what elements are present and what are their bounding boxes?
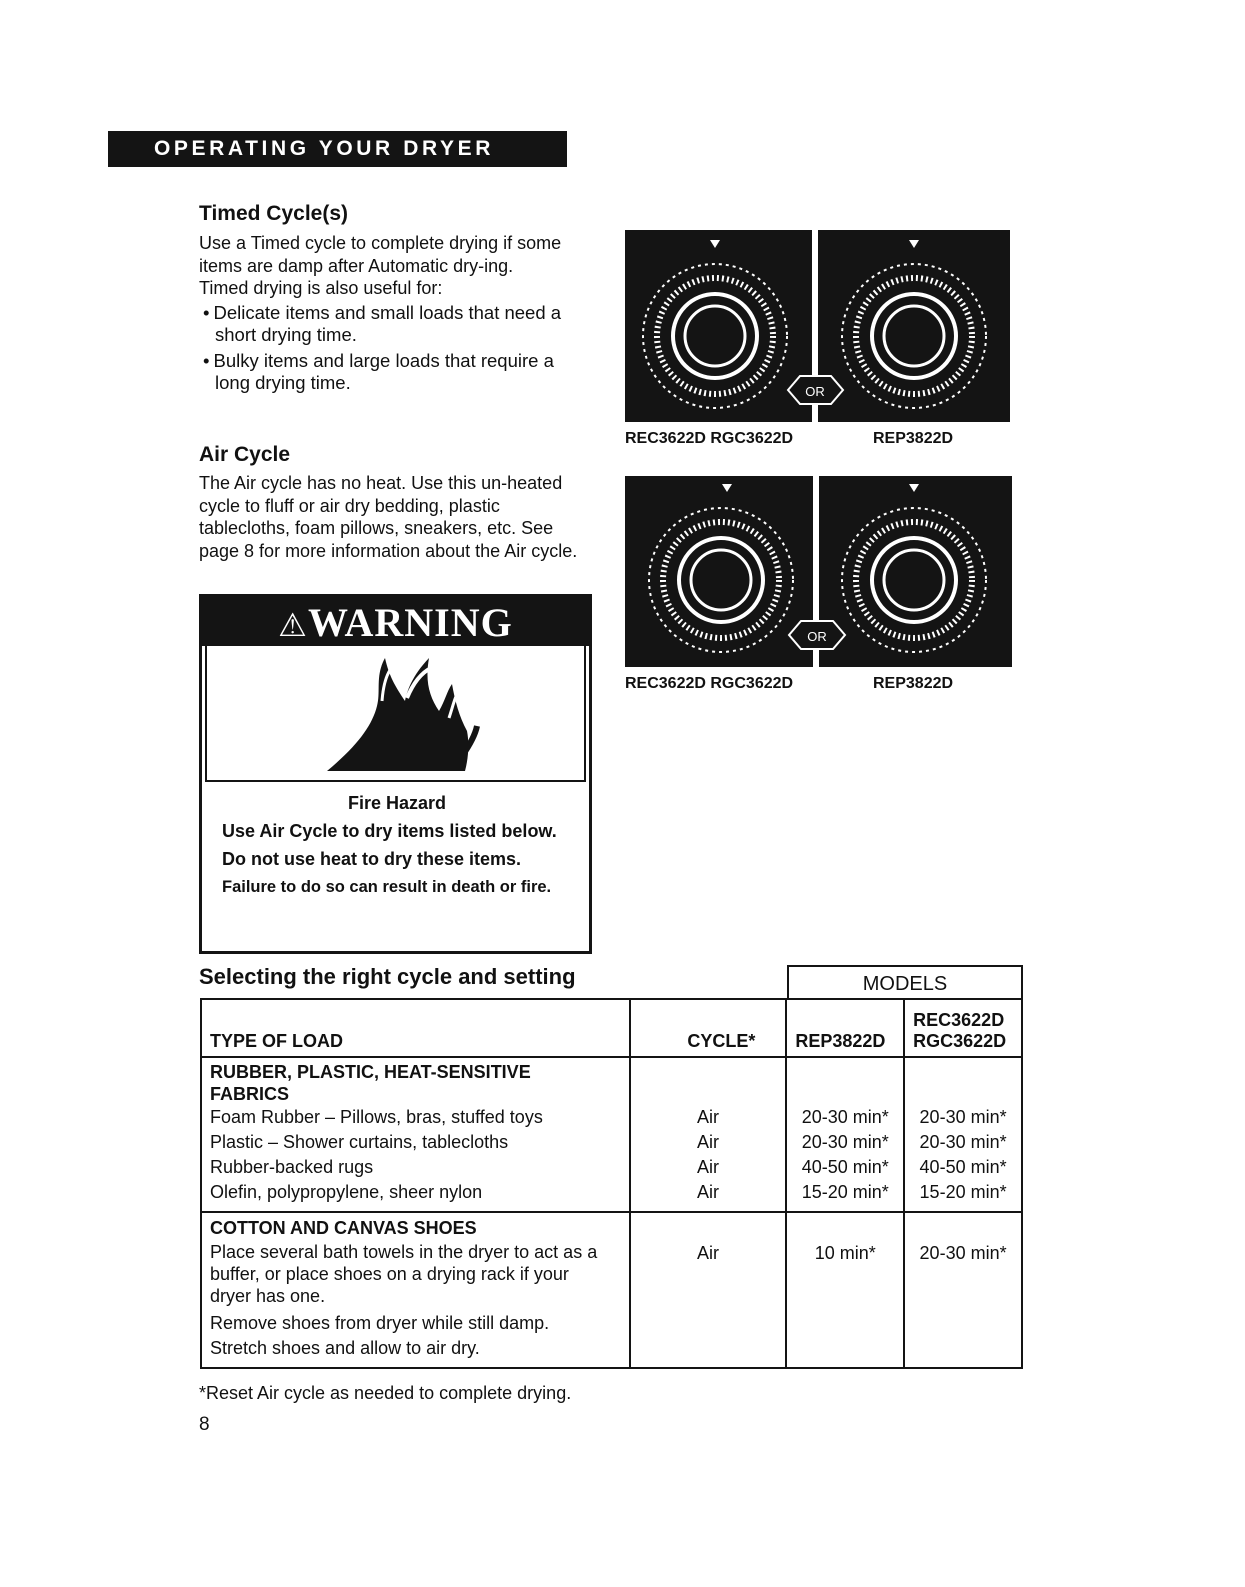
timed-cycle-intro: Use a Timed cycle to complete drying if some items are damp after Automatic dry-ing. Timed drying is also useful for: xyxy=(199,233,562,298)
col-rec-rgc3622d xyxy=(904,999,1022,1057)
table-row xyxy=(201,1212,1022,1368)
col-m2-line2: RGC3622D xyxy=(913,1031,1007,1051)
group1-item: Rubber-backed rugs xyxy=(210,1157,374,1177)
cycle-value: Air xyxy=(696,1182,719,1202)
time-value: 20-30 min* xyxy=(919,1107,1007,1127)
col-cycle: CYCLE* xyxy=(630,999,787,1057)
group2-m2: 20-30 min* xyxy=(904,1212,1022,1368)
fire-hazard-image xyxy=(205,646,586,782)
group1-cycle xyxy=(630,1057,787,1212)
models-header: MODELS xyxy=(787,965,1023,998)
time-value: 15-20 min* xyxy=(919,1182,1007,1202)
col-rep3822d: REP3822D xyxy=(786,999,904,1057)
list-item: • Delicate items and small loads that need a short drying time. xyxy=(199,302,584,346)
time-value: 40-50 min* xyxy=(801,1157,889,1177)
or-label-2: OR xyxy=(807,629,827,644)
dial-caption-right-2: REP3822D xyxy=(873,675,954,692)
time-value: 15-20 min* xyxy=(801,1182,889,1202)
group2-m1: 10 min* xyxy=(786,1212,904,1368)
warning-title: ⚠WARNING xyxy=(202,597,589,646)
time-value: 20-30 min* xyxy=(801,1107,889,1127)
dial-caption-right-1: REP3822D xyxy=(873,430,954,447)
time-value: 40-50 min* xyxy=(919,1157,1007,1177)
table-row xyxy=(201,1057,1022,1212)
page-number: 8 xyxy=(199,1414,210,1435)
group1-m1 xyxy=(786,1057,904,1212)
dial-caption-left-2: REC3622D RGC3622D xyxy=(625,675,794,692)
air-cycle-body: The Air cycle has no heat. Use this un-heated cycle to fluff or air dry bedding, plastic tablecloths, foam pillows, sneakers, etc. See page 8 for more information about the Air cycle. xyxy=(199,473,578,561)
group2-cell xyxy=(201,1212,630,1368)
cycle-value: Air xyxy=(696,1132,719,1152)
warning-line3: Failure to do so can result in death or fire. xyxy=(222,878,552,896)
group1-m2 xyxy=(904,1057,1022,1212)
group1-cell xyxy=(201,1057,630,1212)
group1-item: Foam Rubber – Pillows, bras, stuffed toys xyxy=(210,1107,543,1127)
cycle-value: Air xyxy=(696,1107,719,1127)
group1-item: Olefin, polypropylene, sheer nylon xyxy=(210,1182,483,1202)
list-item: • Bulky items and large loads that require a long drying time. xyxy=(199,350,584,394)
warning-line1: Use Air Cycle to dry items listed below. xyxy=(222,821,557,841)
timed-cycle-bullets xyxy=(199,302,584,398)
group2-text2: Remove shoes from dryer while still damp. xyxy=(210,1313,550,1333)
time-value: 20-30 min* xyxy=(801,1132,889,1152)
cycle-table xyxy=(200,998,1023,1369)
dial-panel-1 xyxy=(625,230,1010,422)
table-heading: Selecting the right cycle and setting xyxy=(199,964,576,989)
warning-line2: Do not use heat to dry these items. xyxy=(222,849,522,869)
dial-caption-left-1: REC3622D RGC3622D xyxy=(625,430,794,447)
warning-box xyxy=(199,594,592,954)
cycle-value: Air xyxy=(696,1157,719,1177)
footnote: *Reset Air cycle as needed to complete drying. xyxy=(199,1383,572,1403)
group2-cycle: Air xyxy=(630,1212,787,1368)
or-label-1: OR xyxy=(805,384,825,399)
warning-text xyxy=(222,792,572,904)
warning-hazard: Fire Hazard xyxy=(347,793,447,813)
dial-panel-2 xyxy=(625,476,1012,667)
group1-title: RUBBER, PLASTIC, HEAT-SENSITIVE FABRICS xyxy=(210,1062,531,1104)
col-type-of-load: TYPE OF LOAD xyxy=(201,999,630,1057)
group1-item: Plastic – Shower curtains, tablecloths xyxy=(210,1132,509,1152)
fire-icon xyxy=(207,646,584,780)
time-value: 20-30 min* xyxy=(919,1132,1007,1152)
col-m2-line1: REC3622D xyxy=(913,1010,1005,1030)
air-cycle-heading: Air Cycle xyxy=(199,443,291,466)
group2-text3: Stretch shoes and allow to air dry. xyxy=(210,1338,480,1358)
timed-cycle-heading: Timed Cycle(s) xyxy=(199,202,348,225)
group2-text1: Place several bath towels in the dryer to act as a buffer, or place shoes on a drying rack if your dryer has one. xyxy=(210,1242,598,1306)
table-header-row xyxy=(201,999,1022,1057)
warning-triangle-icon: ⚠ xyxy=(278,606,308,644)
section-header: OPERATING YOUR DRYER xyxy=(108,131,567,167)
group2-title: COTTON AND CANVAS SHOES xyxy=(210,1218,477,1238)
